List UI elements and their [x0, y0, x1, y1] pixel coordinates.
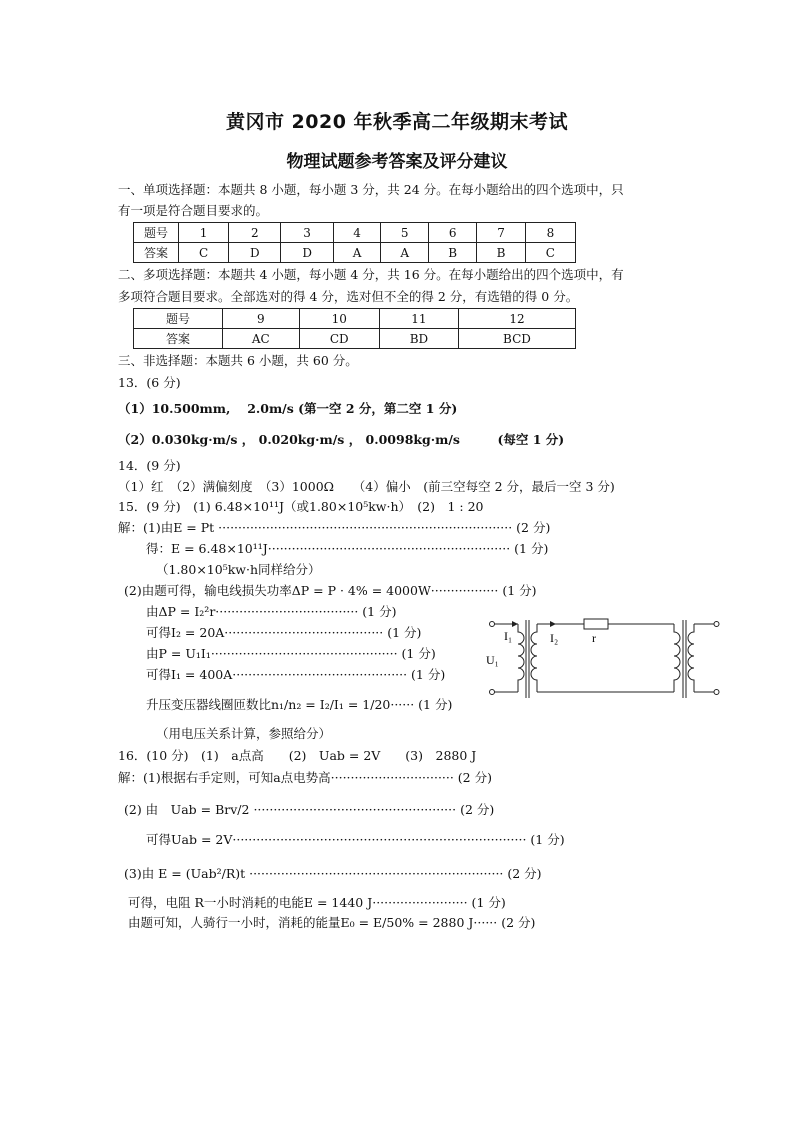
q15-step9: 升压变压器线圈匝数比n₁/n₂ = I₂/I₁ = 1/20······ (1 分)	[146, 697, 453, 712]
q16-step4: (3)由 E = (Uab²/R)t ································································ (2 分)	[124, 866, 542, 881]
q14-line1: （1）红 （2）满偏刻度 （3）1000Ω （4）偏小 (前三空每空 2 分，最后一空 3 分)	[118, 479, 615, 494]
q15-step8: 可得I₁ = 400A············································ (1 分)	[146, 667, 446, 682]
table-row	[134, 329, 576, 349]
table-cell: 6	[429, 223, 477, 243]
primary-coil-icon	[518, 624, 524, 692]
resistor-icon	[584, 619, 608, 629]
label-i1: I₁	[504, 629, 513, 643]
current-arrow-icon	[550, 621, 556, 627]
table-cell: BD	[379, 329, 458, 349]
q15-step5: 由ΔP = I₂²r···································· (1 分)	[146, 604, 397, 619]
stepdown-secondary-coil-icon	[688, 624, 694, 692]
section3-line1: 三、非选择题：本题共 6 小题，共 60 分。	[118, 353, 358, 368]
q15-step7: 由P = U₁I₁··············································· (1 分)	[146, 646, 436, 661]
table-cell: 4	[333, 223, 381, 243]
q16-step2: (2) 由 Uab = Brv/2 ··················································· (2 分)	[124, 802, 495, 817]
table-cell: 5	[381, 223, 429, 243]
q13-heading: 13．(6 分)	[118, 375, 181, 390]
q15-step1: 解：(1)由E = Pt ·········································································· (2 分)	[118, 520, 551, 535]
table-cell: AC	[223, 329, 300, 349]
section1-line2: 有一项是符合题目要求的。	[118, 203, 269, 218]
q16-step3: 可得Uab = 2V·········································································· (1 分)	[146, 832, 565, 847]
terminal-icon	[490, 622, 495, 627]
table-cell: 11	[379, 309, 458, 329]
q16-step6: 由题可知，人骑行一小时，消耗的能量E₀ = E/50% = 2880 J······ (2 分)	[128, 915, 536, 930]
q15-step3: （1.80×10⁵kw·h同样给分）	[156, 562, 321, 577]
q16-step5: 可得，电阻 R一小时消耗的电能E = 1440 J························ (1 分)	[128, 895, 506, 910]
page-title: 黄冈市 2020 年秋季高二年级期末考试	[225, 111, 569, 133]
table-cell: 3	[281, 223, 333, 243]
label-r: r	[592, 631, 596, 645]
terminal-icon	[714, 690, 719, 695]
table-cell: 题号	[134, 309, 223, 329]
table-row	[134, 309, 576, 329]
table-cell: C	[179, 243, 229, 263]
stepdown-primary-coil-icon	[674, 624, 680, 692]
q13-line1: （1）10.500mm, 2.0m/s (第一空 2 分，第二空 1 分)	[118, 401, 458, 416]
table-cell: CD	[299, 329, 379, 349]
table-cell: 1	[179, 223, 229, 243]
secondary-coil-icon	[531, 624, 537, 692]
transformer-circuit-diagram	[484, 612, 724, 702]
section2-line1: 二、多项选择题：本题共 4 小题，每小题 4 分，共 16 分。在每小题给出的四个选项中，有	[118, 267, 624, 282]
q15-step6: 可得I₂ = 20A········································ (1 分)	[146, 625, 422, 640]
table-row	[134, 223, 576, 243]
table-cell: 9	[223, 309, 300, 329]
q15-step2: 得：E = 6.48×10¹¹J····························································· (1 分)	[146, 541, 549, 556]
terminal-icon	[714, 622, 719, 627]
q16-step1: 解：(1)根据右手定则，可知a点电势高······························· (2 分)	[118, 770, 492, 785]
section2-line2: 多项符合题目要求。全部选对的得 4 分，选对但不全的得 2 分，有选错的得 0 分。	[118, 289, 579, 304]
current-arrow-icon	[512, 621, 518, 627]
section1-line1: 一、单项选择题：本题共 8 小题，每小题 3 分，共 24 分。在每小题给出的四个选项中，只	[118, 182, 624, 197]
multi-choice-answer-table	[133, 308, 576, 349]
terminal-icon	[490, 690, 495, 695]
table-row	[134, 243, 576, 263]
table-cell: B	[477, 243, 525, 263]
table-cell: 答案	[134, 329, 223, 349]
label-i2: I₂	[550, 631, 559, 645]
q15-step10: （用电压关系计算，参照给分）	[156, 726, 332, 741]
table-cell: A	[333, 243, 381, 263]
table-cell: 答案	[134, 243, 179, 263]
q15-step4: (2)由题可得，输电线损失功率ΔP = P · 4% = 4000W················· (1 分)	[124, 583, 537, 598]
table-cell: 2	[229, 223, 281, 243]
table-cell: 7	[477, 223, 525, 243]
single-choice-answer-table	[133, 222, 576, 263]
q16-heading: 16．(10 分) (1) a点高 (2) Uab = 2V (3) 2880 J	[118, 748, 477, 763]
table-cell: A	[381, 243, 429, 263]
table-cell: B	[429, 243, 477, 263]
table-cell: 10	[299, 309, 379, 329]
page-subtitle: 物理试题参考答案及评分建议	[286, 152, 508, 172]
q14-heading: 14．(9 分)	[118, 458, 181, 473]
table-cell: 12	[458, 309, 575, 329]
label-u1: U₁	[486, 653, 499, 667]
q13-line2: （2）0.030kg·m/s ， 0.020kg·m/s ， 0.0098kg·m/s (每空 1 分)	[118, 432, 565, 447]
table-cell: 8	[525, 223, 575, 243]
table-cell: BCD	[458, 329, 575, 349]
q15-heading: 15．(9 分) (1) 6.48×10¹¹J（或1.80×10⁵kw·h） (2) 1 : 20	[118, 499, 484, 514]
table-cell: 题号	[134, 223, 179, 243]
table-cell: C	[525, 243, 575, 263]
table-cell: D	[229, 243, 281, 263]
table-cell: D	[281, 243, 333, 263]
